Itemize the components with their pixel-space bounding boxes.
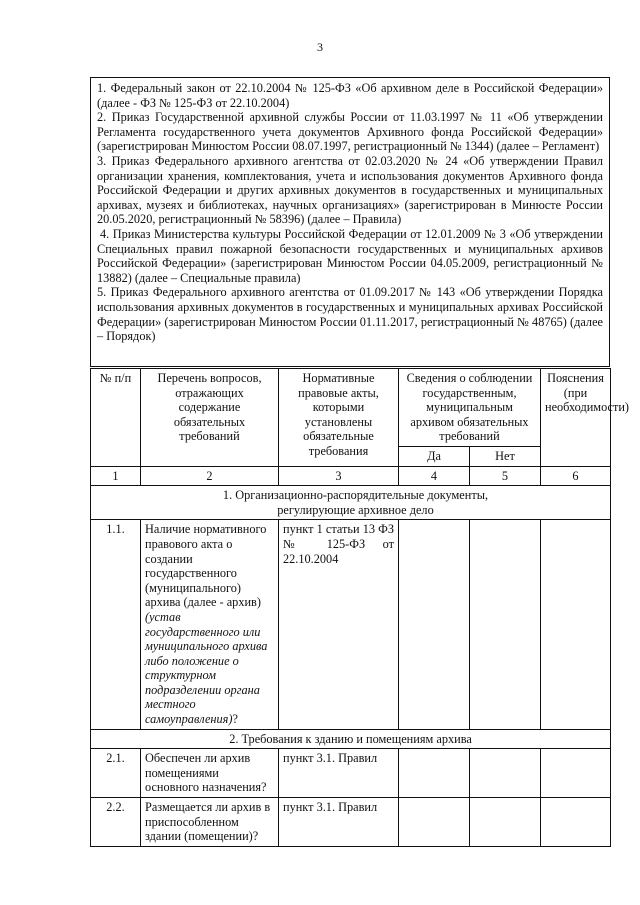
header-acts: Нормативные правовые акты, которыми установлены обязательные требования [279, 369, 399, 467]
question-cell [141, 520, 279, 729]
column-number: 5 [470, 466, 541, 486]
section-row [91, 729, 611, 749]
column-number: 1 [91, 466, 141, 486]
table-row [91, 749, 611, 798]
question-end: ? [232, 712, 238, 727]
reference-3: 3. Приказ Федерального архивного агентства от 02.03.2020 № 24 «Об утверждении Правил организации хранения, комплектования, учета и использования документов Архивного фонда Российской Федерации и других архивных документов в государственных и муниципальных архивах, музеях и библиотеках, научных организациях» (зарегистрирован в Минюсте России 20.05.2020, регистрационный № 58396) (далее – Правила) [97, 153, 603, 227]
legal-references-box [90, 77, 610, 367]
header-notes: Пояснения (при необходимости) [541, 369, 611, 467]
header-questions: Перечень вопросов, отражающих содержание обязательных требований [141, 369, 279, 467]
checklist-table [90, 368, 630, 847]
act-cell: пункт 3.1. Правил [279, 798, 399, 847]
question-cell: Размещается ли архив в приспособленном здании (помещении)? [141, 798, 279, 847]
row-number: 1.1. [91, 520, 141, 729]
column-number: 4 [399, 466, 470, 486]
reference-5: 5. Приказ Федерального архивного агентства от 01.09.2017 № 143 «Об утверждении Порядка использования архивных документов в государственных и муниципальных архивах Российской Федерации» (зарегистрирован Минюстом России 01.11.2017, регистрационный № 48765) (далее – Порядок) [97, 285, 603, 344]
section-row [91, 486, 611, 520]
no-cell [470, 520, 541, 729]
reference-4: 4. Приказ Министерства культуры Российской Федерации от 12.01.2009 № 3 «Об утверждении Специальных правил пожарной безопасности государственных и муниципальных архивов Российской Федерации» (зарегистрирован Минюстом России 04.05.2009, регистрационный № 13882) (далее – Специальные правила) [97, 226, 603, 285]
question-italic-text: (устав государственного или муниципального архива либо положение о структурном подразделении органа местного самоуправления) [145, 609, 268, 727]
notes-cell [541, 798, 611, 847]
column-number-row [91, 466, 611, 486]
row-number: 2.2. [91, 798, 141, 847]
section-2-title: 2. Требования к зданию и помещениям архива [91, 729, 611, 749]
page-number: 3 [317, 40, 323, 54]
yes-cell [399, 749, 470, 798]
notes-cell [541, 749, 611, 798]
yes-cell [399, 798, 470, 847]
no-cell [470, 798, 541, 847]
column-number: 3 [279, 466, 399, 486]
reference-1: 1. Федеральный закон от 22.10.2004 № 125-ФЗ «Об архивном деле в Российской Федерации» (далее - ФЗ № 125-ФЗ от 22.10.2004) [97, 81, 603, 110]
yes-cell [399, 520, 470, 729]
no-cell [470, 749, 541, 798]
table-row [91, 798, 611, 847]
header-compliance: Сведения о соблюдении государственным, муниципальным архивом обязательных требований [399, 369, 541, 447]
row-number: 2.1. [91, 749, 141, 798]
header-no: Нет [470, 446, 541, 466]
question-cell: Обеспечен ли архив помещениями основного назначения? [141, 749, 279, 798]
table-row [91, 520, 611, 729]
question-text: Наличие нормативного правового акта о создании государственного (муниципального) архива (далее - архив) [145, 522, 267, 610]
notes-cell [541, 520, 611, 729]
header-num: № п/п [91, 369, 141, 467]
section-1-title: 1. Организационно-распорядительные документы, регулирующие архивное дело [91, 486, 611, 520]
column-number: 2 [141, 466, 279, 486]
column-number: 6 [541, 466, 611, 486]
header-yes: Да [399, 446, 470, 466]
reference-2: 2. Приказ Государственной архивной службы России от 11.03.1997 № 11 «Об утверждении Регламента государственного учета документов Архивного фонда Российской Федерации» (зарегистрирован Минюстом России 08.07.1997, регистрационный № 1344) (далее – Регламент) [97, 110, 603, 154]
table-header-row [91, 369, 611, 447]
act-cell: пункт 1 статьи 13 ФЗ № 125-ФЗ от 22.10.2004 [279, 520, 399, 729]
act-cell: пункт 3.1. Правил [279, 749, 399, 798]
